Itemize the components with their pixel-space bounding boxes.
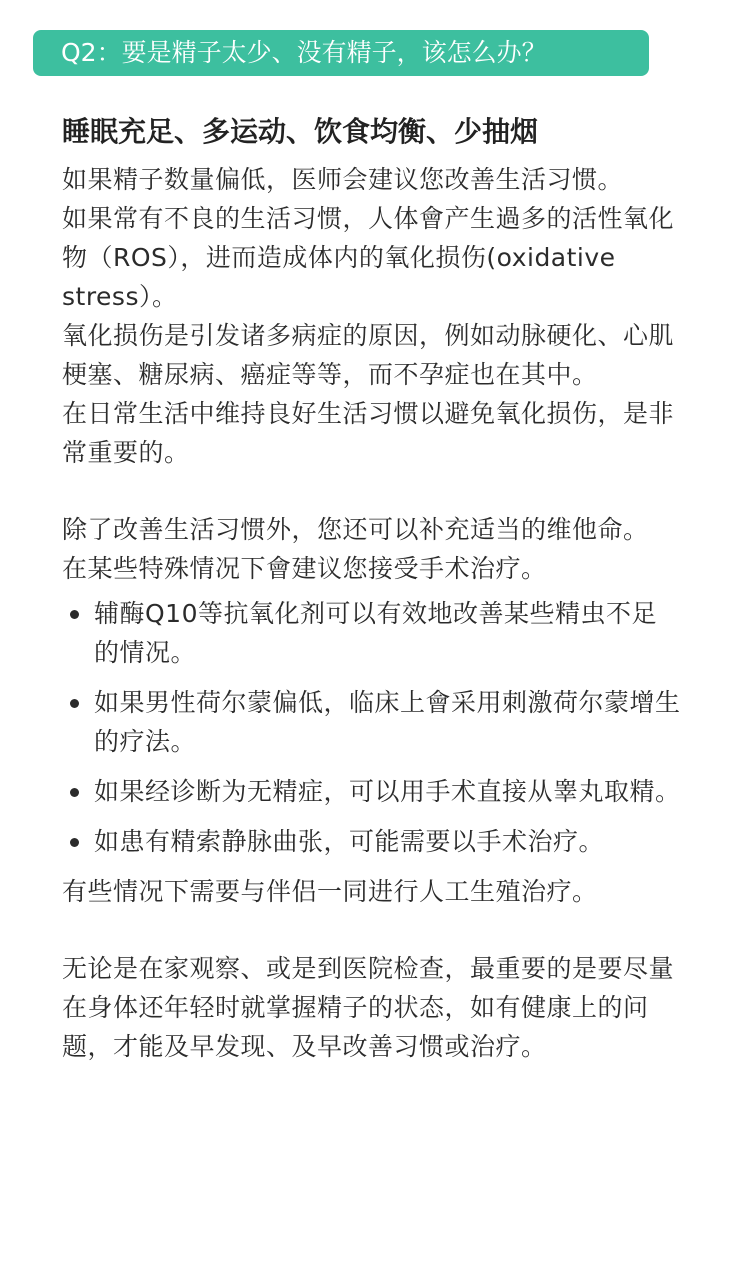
article-body — [62, 112, 682, 1066]
list-item — [62, 594, 682, 672]
bullet-dot-icon — [70, 838, 79, 847]
list-item-text: 如果经诊断为无精症，可以用手术直接从睾丸取精。 — [94, 777, 681, 806]
list-item-text: 如果男性荷尔蒙偏低，临床上會采用刺激荷尔蒙增生的疗法。 — [94, 688, 681, 756]
paragraph-1: 如果精子数量偏低，医师会建议您改善生活习惯。 — [62, 165, 624, 194]
section-title: 睡眠充足、多运动、饮食均衡、少抽烟 — [62, 115, 539, 148]
paragraph-6: 在某些特殊情况下會建议您接受手术治疗。 — [62, 554, 547, 583]
spacer — [62, 911, 682, 949]
list-item — [62, 822, 682, 861]
list-item — [62, 683, 682, 761]
list-item-text: 辅酶Q10等抗氧化剂可以有效地改善某些精虫不足的情况。 — [94, 599, 657, 667]
question-banner: Q2：要是精子太少、没有精子，该怎么办？ — [33, 30, 649, 76]
paragraph-4: 在日常生活中维持良好生活习惯以避免氧化损伤，是非常重要的。 — [62, 399, 675, 467]
paragraph-7: 有些情况下需要与伴侣一同进行人工生殖治疗。 — [62, 877, 598, 906]
paragraph-2: 如果常有不良的生活习惯，人体會产生過多的活性氧化物（ROS），进而造成体内的氧化损伤(oxidative stress）。 — [62, 204, 675, 311]
bullet-dot-icon — [70, 788, 79, 797]
bullet-dot-icon — [70, 699, 79, 708]
paragraph-3: 氧化损伤是引发诸多病症的原因，例如动脉硬化、心肌梗塞、糖尿病、癌症等等，而不孕症也在其中。 — [62, 321, 675, 389]
list-item-text: 如患有精索静脉曲张，可能需要以手术治疗。 — [94, 827, 605, 856]
paragraph-5: 除了改善生活习惯外，您还可以补充适当的维他命。 — [62, 515, 649, 544]
list-item — [62, 772, 682, 811]
paragraph-8: 无论是在家观察、或是到医院检查，最重要的是要尽量在身体还年轻时就掌握精子的状态，如有健康上的问题，才能及早发现、及早改善习惯或治疗。 — [62, 954, 675, 1061]
bullet-dot-icon — [70, 610, 79, 619]
spacer — [62, 472, 682, 510]
treatment-list — [62, 594, 682, 861]
